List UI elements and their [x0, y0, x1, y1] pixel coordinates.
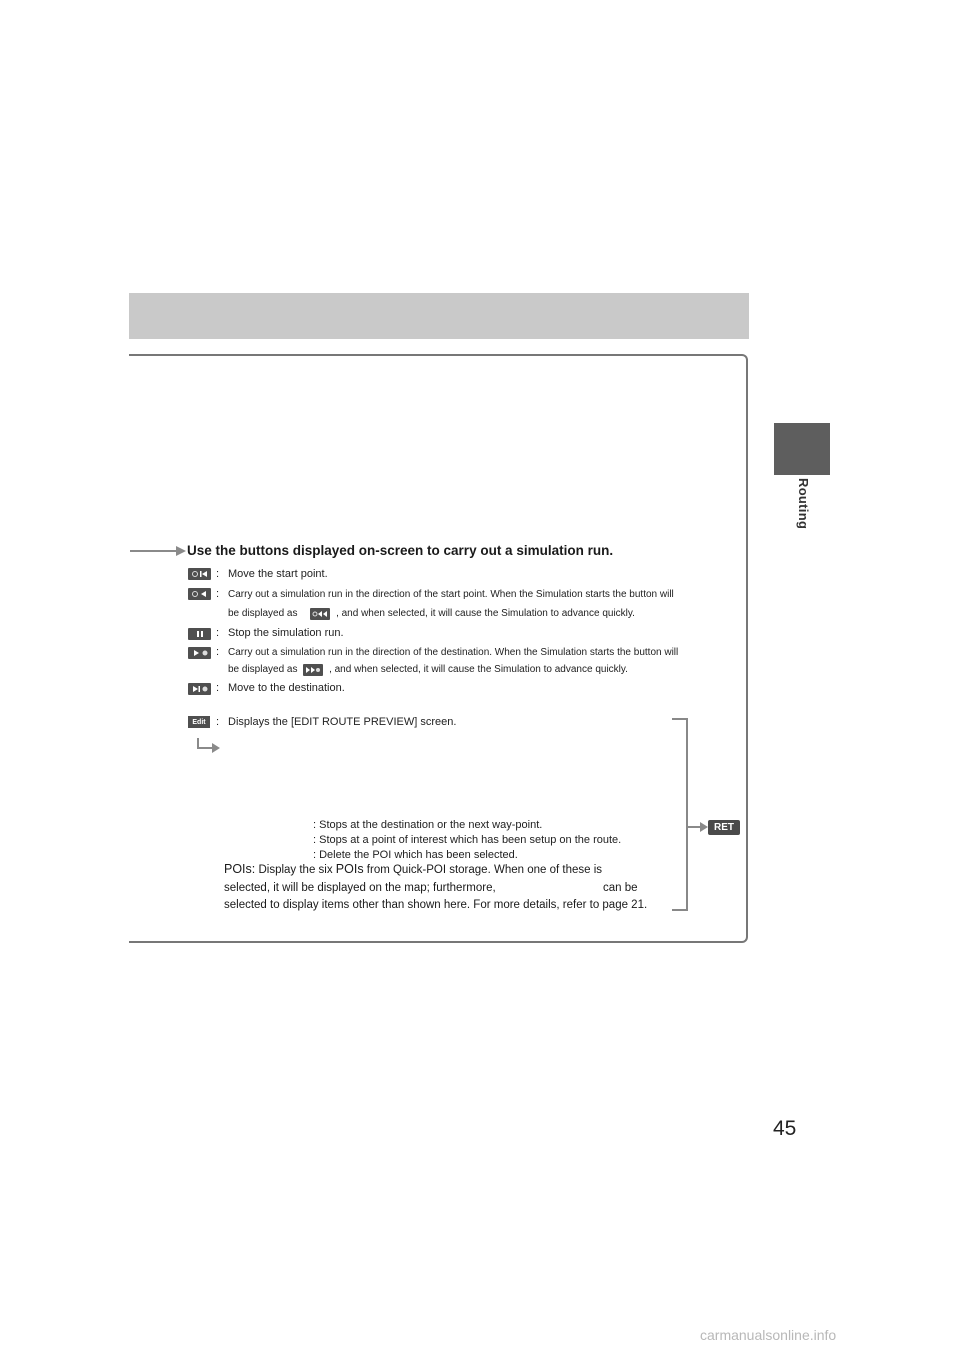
move-destination-desc: Move to the destination. [228, 682, 345, 694]
simulate-to-destination-desc: Carry out a simulation run in the direction of the destination. When the Simulation starts the button will [228, 647, 679, 658]
pause-desc: Stop the simulation run. [228, 627, 344, 639]
colon: : [216, 682, 220, 694]
colon: : [216, 568, 220, 580]
section-header-band [129, 293, 749, 339]
poi-desc-line-1: POIs: Display the six POIs from Quick-POI storage. When one of these is [224, 862, 602, 876]
colon: : [216, 646, 220, 658]
colon: : [216, 627, 220, 639]
simulate-to-start-icon [188, 588, 211, 600]
watermark: carmanualsonline.info [700, 1327, 837, 1343]
stop-destination-desc: : Stops at the destination or the next way-point. [313, 819, 543, 831]
poi-desc-line-2b: can be [603, 882, 638, 894]
poi-desc-line-3: selected to display items other than shown here. For more details, refer to page 21. [224, 899, 648, 911]
bracket-line [672, 718, 688, 911]
delete-poi-desc: : Delete the POI which has been selected. [313, 849, 518, 861]
edit-desc: Displays the [EDIT ROUTE PREVIEW] screen. [228, 716, 457, 728]
simulate-to-start-desc: Carry out a simulation run in the direction of the start point. When the Simulation starts the button will [228, 589, 674, 600]
colon: : [216, 716, 220, 728]
edit-icon: Edit [188, 716, 210, 728]
poi-desc-line-2: selected, it will be displayed on the map; furthermore, [224, 882, 496, 894]
simulate-to-destination-desc-2: be displayed as , and when selected, it will cause the Simulation to advance quickly. [228, 664, 628, 675]
chapter-tab [774, 423, 830, 475]
pause-icon [188, 628, 211, 640]
ret-button-icon: RET [708, 820, 740, 835]
move-destination-icon [188, 683, 211, 695]
stop-poi-desc: : Stops at a point of interest which has been setup on the route. [313, 834, 622, 846]
chapter-label: Routing [796, 478, 811, 530]
simulate-to-start-desc-2: be displayed as , and when selected, it will cause the Simulation to advance quickly. [228, 608, 635, 619]
section-heading: Use the buttons displayed on-screen to carry out a simulation run. [187, 543, 614, 558]
fast-to-destination-icon [303, 664, 323, 676]
colon: : [216, 588, 220, 600]
move-start-desc: Move the start point. [228, 568, 328, 580]
heading-arrow-icon [130, 544, 188, 558]
page-number: 45 [773, 1117, 797, 1140]
fast-to-start-icon [310, 608, 330, 620]
move-start-icon [188, 568, 211, 580]
elbow-arrow-icon [196, 738, 222, 754]
ret-arrow-icon [688, 821, 710, 833]
simulate-to-destination-icon [188, 647, 211, 659]
